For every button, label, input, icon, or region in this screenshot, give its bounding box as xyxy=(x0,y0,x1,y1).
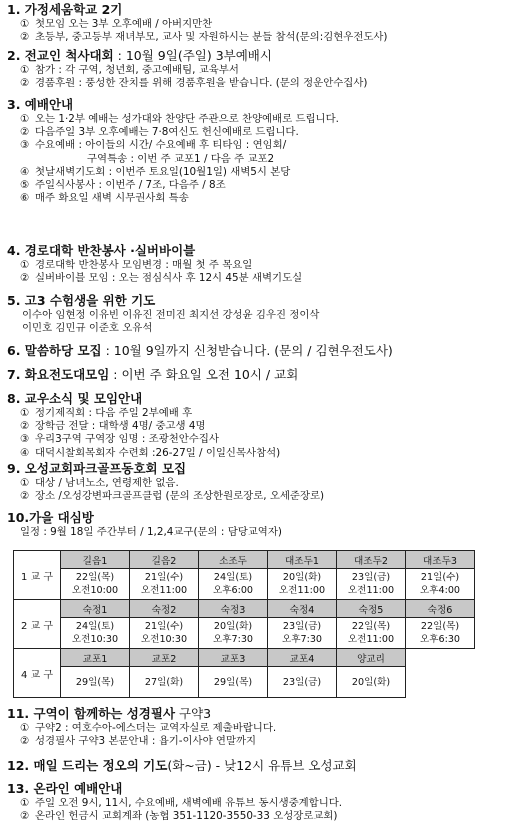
table-header-cell: 교포4 xyxy=(268,649,337,667)
section-6 xyxy=(7,343,505,359)
table-header-cell: 숙정5 xyxy=(337,600,406,618)
table-cell: 29일(목) xyxy=(61,667,130,698)
table-header-cell: 길음2 xyxy=(130,551,199,569)
table-cell: 27일(화) xyxy=(130,667,199,698)
section-3: 3. 예배안내 ① 오는 1·2부 예배는 성가대와 찬양단 주관으로 찬양예배로 드립니다. ② 다음주일 3부 오후예배는 7·8여신도 헌신예배로 드립니다. ③ 수요예배 : 아이들의 시간/ 수요예배 후 티타임 : 연임회/ 구역특송 : 이번 주 교포1 / 다음 주 교포2 ④ 첫날새벽기도회 : 이번주 토요일(10월1일) 새벽5시 본당 ⑤ 주일식사봉사 : 이번주 / 7조, 다음주 / 8조 ⑥ 매주 화요일 새벽 시무권사회 특송 xyxy=(7,97,505,205)
table-header-cell: 대조두3 xyxy=(406,551,475,569)
table-header-cell: 숙정1 xyxy=(61,600,130,618)
section-title: 13. 온라인 예배안내 xyxy=(7,781,123,796)
table-cell: 21일(수) 오전11:00 xyxy=(130,569,199,600)
section-title: 2. 전교인 척사대회 : 10월 9일(주일) 3부예배시 xyxy=(7,48,272,63)
section-title: 6. 말씀하당 모집 : 10월 9일까지 신청받습니다. (문의 / 김현우전도사) xyxy=(7,343,393,358)
table-cell: 24일(토) 오후6:00 xyxy=(199,569,268,600)
visitation-schedule-table xyxy=(13,550,475,698)
table-cell: 21일(수) 오전10:30 xyxy=(130,618,199,649)
section-7 xyxy=(7,367,505,383)
section-title: 9. 오성교회파크골프동호회 모집 xyxy=(7,461,187,476)
table-header-cell: 소조두 xyxy=(199,551,268,569)
section-10: 10.가을 대심방 일정 : 9월 18일 주간부터 / 1,2,4교구(문의 : 담당교역자) xyxy=(7,510,505,539)
table-header-cell: 대조두1 xyxy=(268,551,337,569)
table-cell: 20일(화) 오전11:00 xyxy=(268,569,337,600)
section-title: 8. 교우소식 및 모임안내 xyxy=(7,391,143,406)
section-11: 11. 구역이 함께하는 성경필사 구약3 ① 구약2 : 여호수아-에스더는 교역자실로 제출바랍니다. ② 성경필사 구약3 본문안내 : 욥기-이사야 연말까지 xyxy=(7,706,505,748)
table-cell: 23일(금) xyxy=(268,667,337,698)
table-header-cell: 숙정4 xyxy=(268,600,337,618)
table-header-cell: 교포1 xyxy=(61,649,130,667)
table-cell: 29일(목) xyxy=(199,667,268,698)
section-2: 2. 전교인 척사대회 : 10월 9일(주일) 3부예배시 ① 참가 : 각 구역, 청년회, 중고예배팀, 교육부서 ② 경품후원 : 풍성한 잔치를 위해 경품후원을 받습니다. (문의 정운안수집사) xyxy=(7,48,505,90)
section-13: 13. 온라인 예배안내 ① 주일 오전 9시, 11시, 수요예배, 새벽예배 유튜브 동시생중계합니다. ② 온라인 헌금시 교회계좌 (농협 351-1120-3550-33 오성장로교회) xyxy=(7,781,505,823)
table-cell: 22일(목) 오전10:00 xyxy=(61,569,130,600)
section-1: 1. 가정세움학교 2기 ① 첫모임 오는 3부 오후예배 / 아버지만찬 ② 초등부, 중고등부 재녀부모, 교사 및 자원하시는 분들 참석(문의:김현우전도사) xyxy=(7,2,505,44)
table-header-cell: 숙정6 xyxy=(406,600,475,618)
table-header-cell: 양교리 xyxy=(337,649,406,667)
section-title: 5. 고3 수험생을 위한 기도 xyxy=(7,293,156,308)
table-cell: 22일(목) 오후6:30 xyxy=(406,618,475,649)
group-label: 4 교 구 xyxy=(14,649,61,698)
section-12 xyxy=(7,758,505,774)
section-5: 5. 고3 수험생을 위한 기도 이수아 임현정 이유빈 이유진 전미진 최지선 강성윤 김우진 정이삭 이민호 김민규 이준호 오유석 xyxy=(7,293,505,335)
section-title: 10.가을 대심방 xyxy=(7,510,94,525)
table-cell: 21일(수) 오후4:00 xyxy=(406,569,475,600)
section-title: 12. 매일 드리는 정오의 기도(화~금) - 낮12시 유튜브 오성교회 xyxy=(7,758,357,773)
table-header-cell: 대조두2 xyxy=(337,551,406,569)
section-title: 3. 예배안내 xyxy=(7,97,74,112)
table-cell: 24일(토) 오전10:30 xyxy=(61,618,130,649)
table-header-cell: 교포3 xyxy=(199,649,268,667)
section-title: 1. 가정세움학교 2기 xyxy=(7,2,123,17)
section-title: 7. 화요전도대모임 : 이번 주 화요일 오전 10시 / 교회 xyxy=(7,367,299,382)
table-cell: 23일(금) 오후7:30 xyxy=(268,618,337,649)
table-header-cell: 길음1 xyxy=(61,551,130,569)
table-header-cell: 교포2 xyxy=(130,649,199,667)
group-label: 1 교 구 xyxy=(14,551,61,600)
section-title: 4. 경로대학 반찬봉사 ·실버바이블 xyxy=(7,243,196,258)
table-cell: 20일(화) 오후7:30 xyxy=(199,618,268,649)
group-label: 2 교 구 xyxy=(14,600,61,649)
section-8: 8. 교우소식 및 모임안내 ① 정기제직회 : 다음 주일 2부예배 후 ② 장학금 전달 : 대학생 4명/ 중고생 4명 ③ 우리3구역 구역장 임명 : 조광천안수집사 ④ 대덕시찰회목회자 수련회 :26-27일 / 이일신목사참석) xyxy=(7,391,505,460)
section-title: 11. 구역이 함께하는 성경필사 구약3 xyxy=(7,706,212,721)
section-4: 4. 경로대학 반찬봉사 ·실버바이블 ① 경로대학 반찬봉사 모임변경 : 매월 첫 주 목요일 ② 실버바이블 모임 : 오는 점심식사 후 12시 45분 새벽기도실 xyxy=(7,243,505,285)
table-cell: 22일(목) 오전11:00 xyxy=(337,618,406,649)
table-header-cell: 숙정2 xyxy=(130,600,199,618)
table-cell: 23일(금) 오전11:00 xyxy=(337,569,406,600)
table-cell: 20일(화) xyxy=(337,667,406,698)
section-9: 9. 오성교회파크골프동호회 모집 ① 대상 / 남녀노소, 연령제한 없음. ② 장소 /오성강변파크골프클럽 (문의 조상한원로장로, 오세준장로) xyxy=(7,461,505,503)
table-header-cell: 숙정3 xyxy=(199,600,268,618)
